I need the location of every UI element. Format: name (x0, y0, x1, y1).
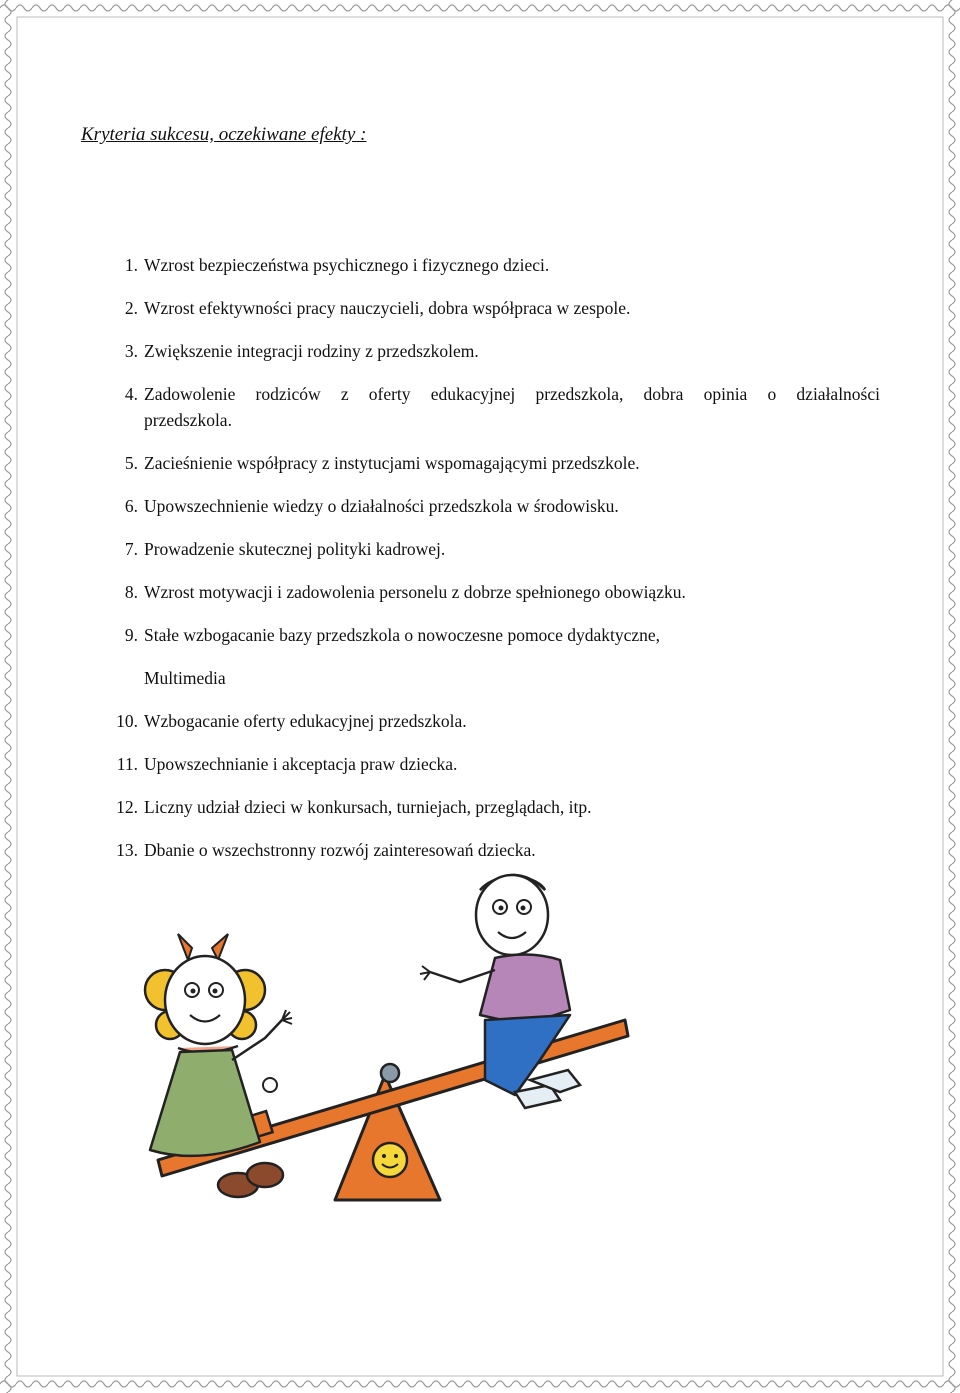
seesaw-children-illustration (120, 860, 640, 1210)
list-item (108, 252, 880, 278)
item-text: Wzrost motywacji i zadowolenia personelu z dobrze spełnionego obowiązku. (144, 582, 686, 602)
item-text: Wzrost bezpieczeństwa psychicznego i fizycznego dzieci. (144, 255, 550, 275)
item-text: Prowadzenie skutecznej polityki kadrowej. (144, 539, 446, 559)
item-number: 13. (116, 840, 138, 860)
item-text: Upowszechnienie wiedzy o działalności przedszkola w środowisku. (144, 496, 619, 516)
item-text-continued: Multimedia (144, 668, 226, 688)
list-item (108, 381, 880, 433)
item-number: 6. (124, 496, 138, 516)
list-item (108, 295, 880, 321)
item-number: 10. (116, 711, 138, 731)
item-text: Dbanie o wszechstronny rozwój zainteresowań dziecka. (144, 840, 536, 860)
item-text: Wzrost efektywności pracy nauczycieli, dobra współpraca w zespole. (144, 298, 631, 318)
item-number: 7. (124, 539, 138, 559)
item-number: 9. (124, 625, 138, 645)
item-text-continued: przedszkola. (144, 410, 232, 430)
item-text: Stałe wzbogacanie bazy przedszkola o nowoczesne pomoce dydaktyczne, (144, 625, 661, 645)
item-text: Upowszechnianie i akceptacja praw dziecka. (144, 754, 458, 774)
item-number: 3. (124, 341, 138, 361)
item-number: 12. (116, 797, 138, 817)
list-item (108, 794, 880, 820)
item-text: Zwiększenie integracji rodziny z przedszkolem. (144, 341, 479, 361)
item-text: Zadowolenie rodziców z oferty edukacyjnej przedszkola, dobra opinia o działalności (144, 384, 880, 404)
item-number: 4. (124, 384, 138, 404)
item-text: Wzbogacanie oferty edukacyjnej przedszkola. (144, 711, 467, 731)
list-item (108, 579, 880, 605)
list-item (108, 450, 880, 476)
item-number: 11. (116, 754, 138, 774)
list-item (108, 622, 880, 691)
item-text: Liczny udział dzieci w konkursach, turniejach, przeglądach, itp. (144, 797, 592, 817)
list-item (108, 708, 880, 734)
list-item (108, 338, 880, 364)
item-number: 8. (124, 582, 138, 602)
list-item (108, 536, 880, 562)
item-number: 1. (124, 255, 138, 275)
list-item (108, 751, 880, 777)
item-number: 2. (124, 298, 138, 318)
criteria-list (108, 252, 880, 863)
list-item (108, 493, 880, 519)
item-number: 5. (124, 453, 138, 473)
item-text: Zacieśnienie współpracy z instytucjami wspomagającymi przedszkole. (144, 453, 640, 473)
page-heading: Kryteria sukcesu, oczekiwane efekty : (81, 124, 367, 145)
